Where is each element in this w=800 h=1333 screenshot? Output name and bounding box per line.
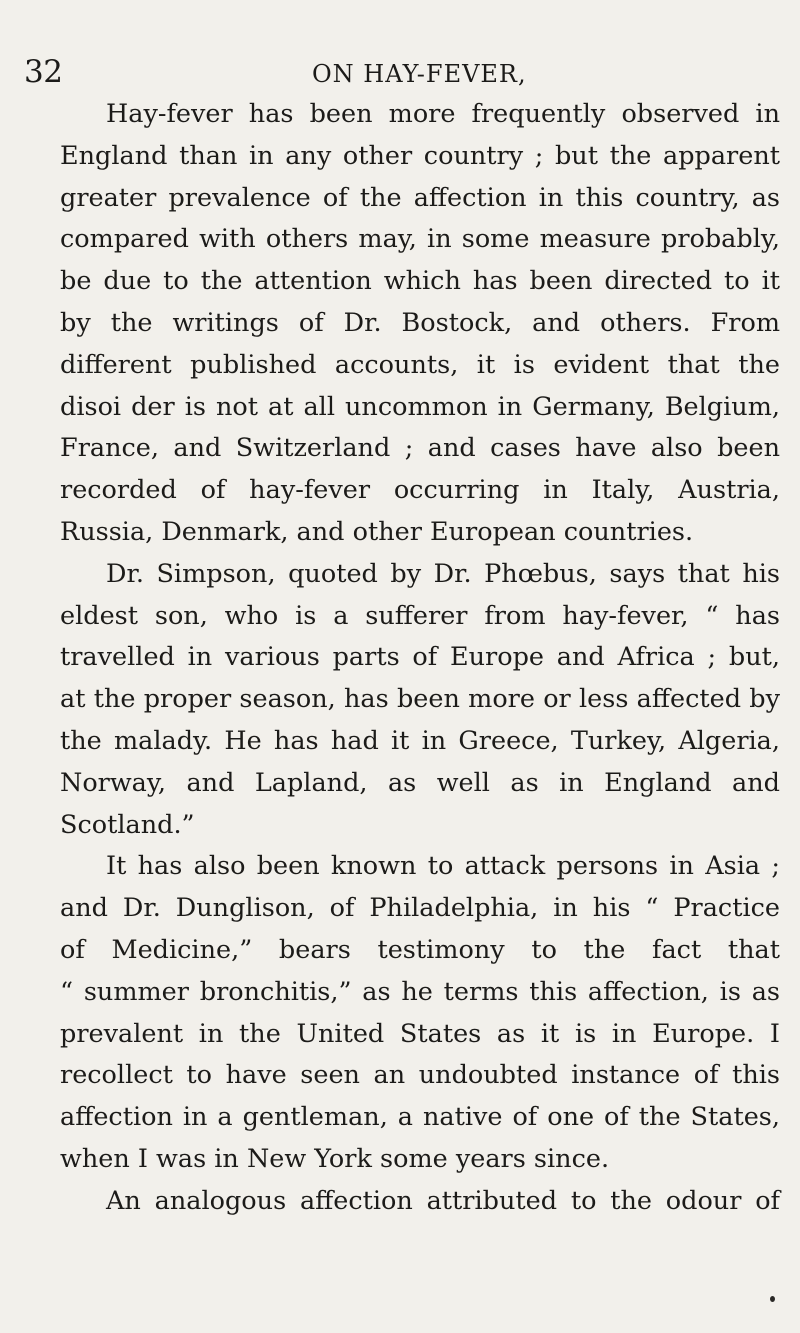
text-line: and Dr. Dunglison, of Philadelphia, in his “ Practice <box>60 893 780 924</box>
text-line: Dr. Simpson, quoted by Dr. Phœbus, says that his <box>106 558 780 589</box>
ink-speck <box>770 1296 775 1302</box>
text-line: Norway, and Lapland, as well as in England and <box>60 767 780 798</box>
text-line: England than in any other country ; but the apparent <box>60 140 780 171</box>
text-line: An analogous affection attributed to the odour of <box>106 1185 780 1216</box>
text-line: disoi der is not at all uncommon in Germany, Belgium, <box>60 391 780 422</box>
text-line: greater prevalence of the affection in this country, as <box>60 182 780 213</box>
text-line: different published accounts, it is evident that the <box>60 349 780 380</box>
text-line: be due to the attention which has been directed to it <box>60 266 780 297</box>
running-title: ON HAY-FEVER, <box>312 60 527 88</box>
text-line: at the proper season, has been more or less affected by <box>60 684 780 715</box>
page-number: 32 <box>24 54 63 90</box>
running-head <box>0 54 800 94</box>
text-line: affection in a gentleman, a native of one of the States, <box>60 1102 780 1133</box>
text-line: of Medicine,” bears testimony to the fact that <box>60 934 780 965</box>
text-line: France, and Switzerland ; and cases have also been <box>60 433 780 464</box>
text-line: by the writings of Dr. Bostock, and others. From <box>60 307 780 338</box>
text-line: eldest son, who is a sufferer from hay-fever, “ has <box>60 600 780 631</box>
text-line: “ summer bronchitis,” as he terms this affection, is as <box>60 976 780 1007</box>
text-line: recollect to have seen an undoubted instance of this <box>60 1060 780 1091</box>
text-line: Russia, Denmark, and other European countries. <box>60 516 694 547</box>
text-line: Hay-fever has been more frequently observed in <box>106 99 780 129</box>
text-line: compared with others may, in some measure probably, <box>60 224 780 255</box>
text-line: the malady. He has had it in Greece, Turkey, Algeria, <box>60 725 780 756</box>
text-line: prevalent in the United States as it is in Europe. I <box>60 1018 780 1049</box>
text-line: Scotland.” <box>60 809 195 840</box>
text-line: recorded of hay-fever occurring in Italy, Austria, <box>60 475 780 506</box>
body-text <box>60 94 780 1223</box>
text-line: when I was in New York some years since. <box>60 1143 610 1174</box>
text-line: It has also been known to attack persons in Asia ; <box>106 851 780 882</box>
text-line: travelled in various parts of Europe and Africa ; but, <box>60 642 780 673</box>
